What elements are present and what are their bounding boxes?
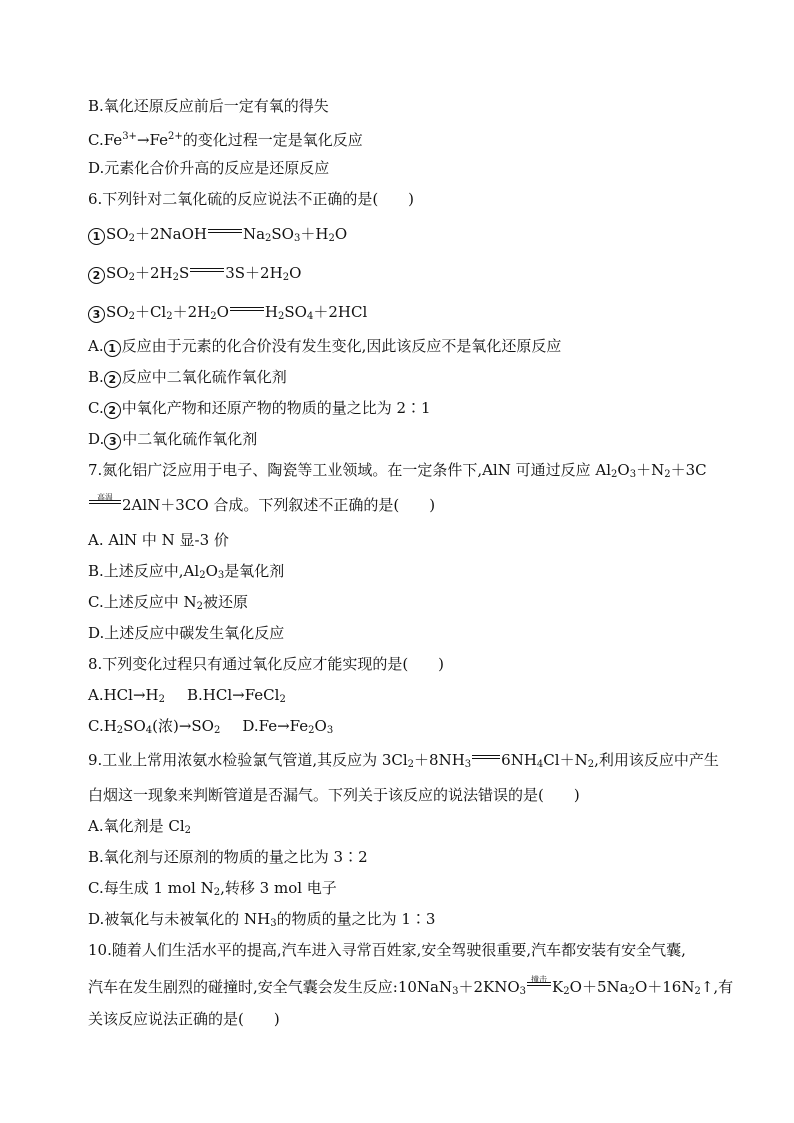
subscript: 2 (213, 887, 221, 898)
option-letter: A. (88, 337, 104, 355)
formula-part: SO (271, 225, 294, 243)
option-text: 反应由于元素的化合价没有发生变化,因此该反应不是氧化还原反应 (121, 337, 562, 355)
subscript: 2 (166, 311, 173, 322)
formula-part: SO (106, 225, 129, 243)
formula-part: ＋Cl (134, 303, 167, 321)
formula-part: H (264, 303, 279, 321)
q9-stem-line-2: 白烟这一现象来判断管道是否漏气。下列关于该反应的说法错误的是( ) (88, 786, 580, 804)
subscript: 2 (694, 986, 701, 997)
q8-option-d (242, 717, 333, 735)
q9-stem-line-1 (88, 750, 719, 775)
subscript: 2 (278, 311, 285, 322)
text: ↑,有 (700, 978, 734, 996)
subscript: 4 (306, 311, 314, 322)
text: O＋16N (634, 978, 695, 996)
subscript: 3 (293, 233, 301, 244)
q7-stem-line-1 (88, 460, 707, 485)
q8-options-row-1 (88, 685, 286, 710)
q7-option-b (88, 561, 284, 586)
subscript: 3 (270, 918, 277, 929)
subscript: 3 (217, 570, 225, 581)
text: K (552, 978, 564, 996)
superscript: 2+ (167, 131, 183, 142)
q6-stem: 6.下列针对二氧化硫的反应说法不正确的是( ) (88, 190, 415, 208)
circled-number: 3 (104, 433, 121, 450)
reaction-equals-sign (526, 975, 552, 989)
text: B.上述反应中,Al (88, 562, 200, 580)
text: O (205, 562, 218, 580)
subscript: 2 (279, 694, 286, 705)
q10-stem-line-3: 关该反应说法正确的是( ) (88, 1010, 280, 1028)
q6-reaction-2 (88, 263, 301, 288)
text: 被还原 (202, 593, 248, 611)
subscript: 4 (536, 759, 544, 770)
circled-number: 3 (88, 306, 105, 323)
formula-part: SO (284, 303, 307, 321)
reaction-equals-sign (471, 754, 501, 762)
circled-number: 2 (104, 371, 121, 388)
text: 6NH (501, 751, 537, 769)
formula-part: 3S＋2H (225, 264, 283, 282)
subscript: 2 (172, 272, 179, 283)
text: D.被氧化与未被氧化的 NH (88, 910, 271, 928)
formula-part: O (334, 225, 348, 243)
subscript: 2 (664, 469, 671, 480)
subscript: 2 (611, 469, 618, 480)
q9-option-a (88, 816, 191, 841)
subscript: 2 (282, 272, 290, 283)
q5-option-c (88, 127, 363, 150)
subscript: 2 (628, 986, 635, 997)
text: A.HCl→H (88, 686, 159, 704)
q6-option-b (88, 367, 287, 388)
formula-part: S (178, 264, 190, 282)
option-letter: C. (88, 399, 104, 417)
q10-stem-line-2 (88, 977, 733, 1002)
subscript: 3 (464, 759, 472, 770)
formula-part: Na (242, 225, 266, 243)
option-letter: B. (88, 368, 104, 386)
text: B.HCl→FeCl (186, 686, 280, 704)
subscript: 2 (213, 725, 221, 736)
subscript: 3 (326, 725, 334, 736)
text: ,利用该反应中产生 (594, 751, 719, 769)
text: C.每生成 1 mol N (88, 879, 214, 897)
text: SO (123, 717, 146, 735)
q8-stem: 8.下列变化过程只有通过氧化反应才能实现的是( ) (88, 655, 445, 673)
formula-part: SO (106, 264, 129, 282)
q9-option-c (88, 878, 337, 903)
q5-option-b: B.氧化还原反应前后一定有氧的得失 (88, 97, 329, 115)
text: D.Fe→Fe (242, 717, 309, 735)
q9-option-d (88, 909, 435, 934)
subscript: 2 (210, 311, 217, 322)
text: ,转移 3 mol 电子 (220, 879, 337, 897)
subscript: 3 (519, 986, 527, 997)
q10-stem-line-1: 10.随着人们生活水平的提高,汽车进入寻常百姓家,安全驾驶很重要,汽车都安装有安全气囊, (88, 941, 686, 959)
circled-number: 2 (88, 267, 105, 284)
q6-reaction-3 (88, 302, 367, 327)
option-text: 中氧化产物和还原产物的物质的量之比为 2∶1 (121, 399, 431, 417)
subscript: 2 (196, 601, 203, 612)
text: C.H (88, 717, 117, 735)
formula-part: O (216, 303, 229, 321)
text: 是氧化剂 (224, 562, 285, 580)
text: 7.氮化铝广泛应用于电子、陶瓷等工业领域。在一定条件下,AlN 可通过反应 Al (88, 461, 612, 479)
reaction-equals-sign (207, 228, 243, 236)
q7-stem-line-2 (88, 495, 435, 515)
q7-option-a: A. AlN 中 N 显-3 价 (88, 531, 229, 549)
subscript: 2 (563, 986, 570, 997)
text: C.上述反应中 N (88, 593, 197, 611)
subscript: 2 (199, 570, 206, 581)
q6-option-a (88, 336, 561, 357)
option-text: 中二氧化硫作氧化剂 (122, 430, 258, 448)
text: 9.工业上常用浓氨水检验氯气管道,其反应为 3Cl (88, 751, 408, 769)
formula-part: ＋2NaOH (134, 225, 207, 243)
subscript: 2 (265, 233, 272, 244)
subscript: 2 (116, 725, 124, 736)
q7-option-d: D.上述反应中碳发生氧化反应 (88, 624, 285, 642)
text: (浓)→SO (152, 717, 214, 735)
text: A.氧化剂是 Cl (88, 817, 185, 835)
subscript: 2 (184, 825, 192, 836)
formula-part: SO (106, 303, 129, 321)
subscript: 2 (407, 759, 415, 770)
formula-part: ＋2H (134, 264, 173, 282)
subscript: 3 (629, 469, 637, 480)
text: O (314, 717, 327, 735)
superscript: 3+ (122, 131, 137, 142)
reaction-equals-sign (189, 267, 225, 275)
text: O＋5Na (569, 978, 629, 996)
option-letter: D. (88, 430, 105, 448)
text: C.Fe (88, 131, 123, 149)
subscript: 2 (128, 233, 135, 244)
reaction-equals-sign (229, 306, 265, 314)
text: O (617, 461, 630, 479)
circled-number: 1 (104, 340, 121, 357)
text: ＋3C (670, 461, 707, 479)
q6-reaction-1 (88, 224, 347, 249)
option-text: 反应中二氧化硫作氧化剂 (121, 368, 287, 386)
text: 2AlN＋3CO 合成。下列叙述不正确的是( ) (122, 496, 436, 514)
formula-part: ＋2HCl (313, 303, 368, 321)
text: →Fe (136, 131, 168, 149)
subscript: 4 (145, 725, 153, 736)
q7-option-c (88, 592, 248, 617)
q5-option-d: D.元素化合价升高的反应是还原反应 (88, 159, 330, 177)
text: ＋8NH (414, 751, 465, 769)
subscript: 2 (128, 272, 135, 283)
q8-options-row-2 (88, 716, 333, 741)
subscript: 2 (328, 233, 335, 244)
q9-option-b: B.氧化剂与还原剂的物质的量之比为 3∶2 (88, 848, 368, 866)
subscript: 2 (587, 759, 595, 770)
reaction-condition: 撞击 (531, 975, 548, 984)
subscript: 2 (128, 311, 135, 322)
circled-number: 2 (104, 402, 121, 419)
formula-part: ＋H (300, 225, 329, 243)
q8-option-a (88, 686, 165, 704)
q8-option-c (88, 717, 220, 735)
circled-number: 1 (88, 228, 105, 245)
q6-option-d (88, 429, 257, 450)
subscript: 3 (452, 986, 459, 997)
text: ＋2KNO (458, 978, 520, 996)
formula-part: ＋2H (172, 303, 211, 321)
text: 汽车在发生剧烈的碰撞时,安全气囊会发生反应:10NaN (88, 978, 453, 996)
text: 的变化过程一定是氧化反应 (182, 131, 363, 149)
formula-part: O (289, 264, 302, 282)
subscript: 2 (308, 725, 315, 736)
text: Cl＋N (543, 751, 588, 769)
subscript: 2 (158, 694, 165, 705)
reaction-equals-sign (88, 493, 122, 507)
reaction-condition: 高温 (97, 493, 113, 502)
q6-option-c (88, 398, 431, 419)
text: 的物质的量之比为 1∶3 (276, 910, 436, 928)
q8-option-b (187, 686, 286, 704)
text: ＋N (636, 461, 665, 479)
